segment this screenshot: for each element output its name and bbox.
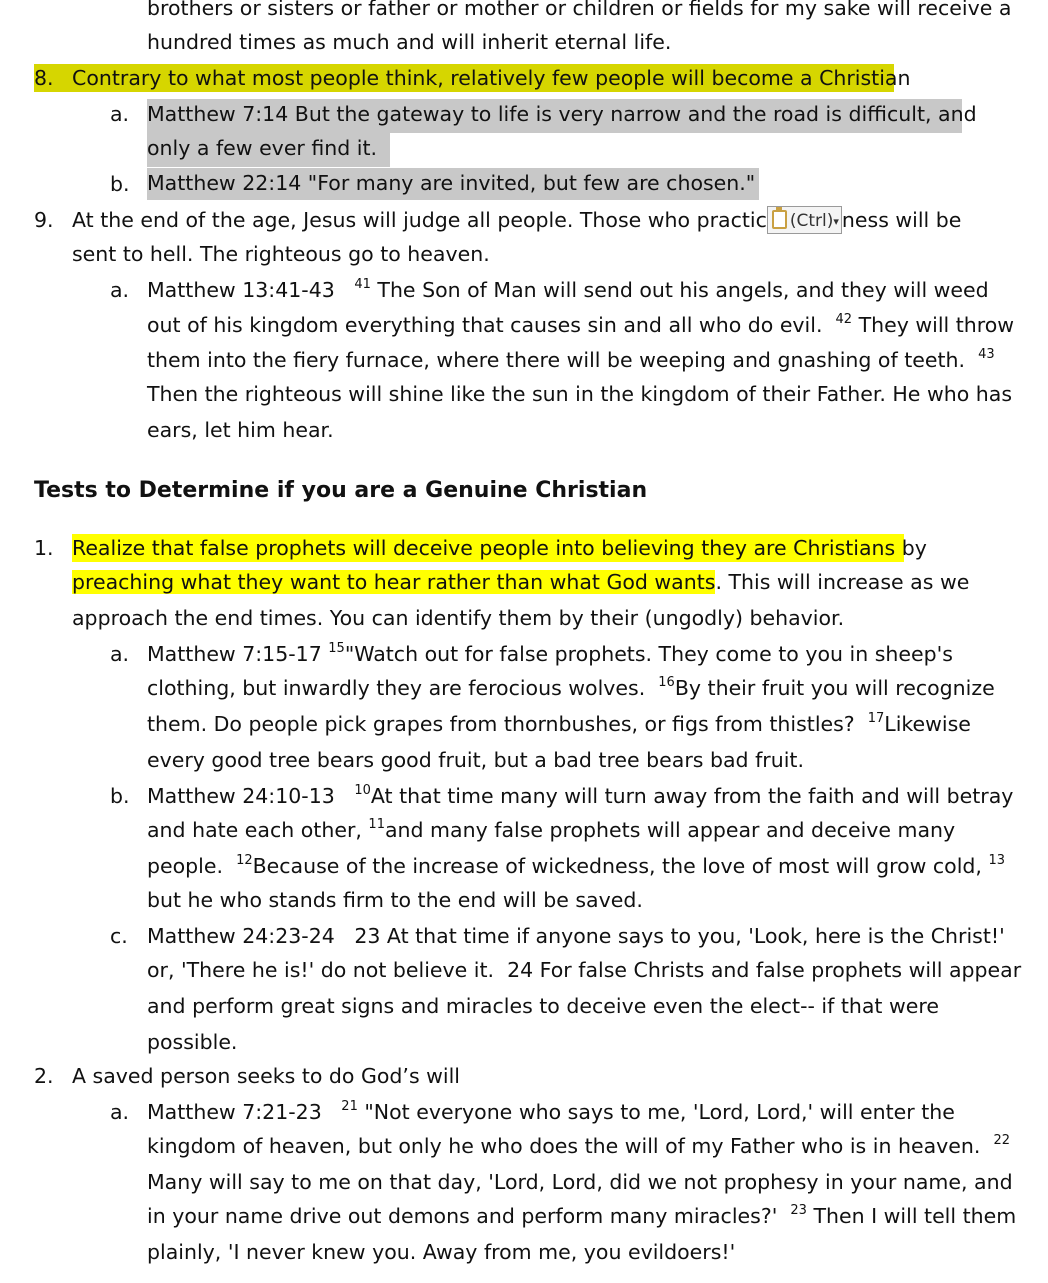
verse-number: 13 <box>988 853 1006 868</box>
test-1a-line-2 <box>147 674 995 702</box>
verse-number: 16 <box>658 675 675 690</box>
test-1b-line-1 <box>147 782 1013 810</box>
test-2a-line-1 <box>147 1098 955 1126</box>
item-9a-line-2 <box>147 311 1014 339</box>
verse-text: Likewise <box>884 712 971 736</box>
item-8-text: Contrary to what most people think, relatively few people will become a Christian <box>72 66 911 90</box>
verse-ref: Matthew 13:41-43 <box>147 278 335 302</box>
paste-options-label: (Ctrl) <box>789 211 834 231</box>
test-1-number: 1. <box>34 536 54 560</box>
test-2-text: A saved person seeks to do God’s will <box>72 1064 460 1088</box>
test-1b-line-2 <box>147 816 955 844</box>
verse-text: Then I will tell them <box>813 1204 1017 1228</box>
test-1-line-3: approach the end times. You can identify them by their (ungodly) behavior. <box>72 606 845 630</box>
test-1a-line-1 <box>147 640 953 668</box>
test-2a-line-3: Many will say to me on that day, 'Lord, Lord, did we not prophesy in your name, and <box>147 1170 1013 1194</box>
item-8a-label: a. <box>110 102 130 126</box>
verse-text: By their fruit you will recognize <box>674 676 995 700</box>
verse-text: people. <box>147 854 224 878</box>
item-9a-line-3 <box>147 346 995 374</box>
test-1b-label: b. <box>110 784 130 808</box>
item-9a-line-5: ears, let him hear. <box>147 418 334 442</box>
paste-options-button[interactable] <box>767 206 842 234</box>
test-2a-line-2 <box>147 1132 1010 1160</box>
intro-line-2: hundred times as much and will inherit eternal life. <box>147 30 672 54</box>
verse-text: "Not everyone who says to me, 'Lord, Lord,' will enter the <box>364 1100 955 1124</box>
item-9a-line-1 <box>147 276 989 304</box>
intro-line-1: brothers or sisters or father or mother or children or fields for my sake will receive a <box>147 0 1012 20</box>
verse-number: 17 <box>867 711 885 726</box>
verse-number: 22 <box>993 1133 1010 1148</box>
item-8b-line-1: Matthew 22:14 "For many are invited, but few are chosen." <box>147 168 759 200</box>
verse-text: in your name drive out demons and perform many miracles?' <box>147 1204 778 1228</box>
verse-ref: Matthew 7:15-17 <box>147 642 322 666</box>
test-1b-line-4: but he who stands firm to the end will be saved. <box>147 888 643 912</box>
item-9-line-2: sent to hell. The righteous go to heaven. <box>72 242 490 266</box>
item-9a-label: a. <box>110 278 130 302</box>
highlighted-text: preaching what they want to hear rather than what God wants <box>72 570 716 594</box>
paste-icon <box>772 210 787 229</box>
test-2a-label: a. <box>110 1100 130 1124</box>
item-9-line-1-start: At the end of the age, Jesus will judge all people. Those who practic <box>72 208 767 232</box>
verse-number: 11 <box>368 817 385 832</box>
verse-text: Because of the increase of wickedness, the love of most will grow cold, <box>252 854 982 878</box>
verse-ref: Matthew 7:21-23 <box>147 1100 322 1124</box>
item-8-number: 8. <box>34 64 72 92</box>
verse-text: clothing, but inwardly they are ferocious wolves. <box>147 676 646 700</box>
item-9-line-1-end: ness will be <box>841 208 962 232</box>
test-2-number: 2. <box>34 1064 54 1088</box>
test-1a-line-4: every good tree bears good fruit, but a bad tree bears bad fruit. <box>147 748 804 772</box>
test-1c-line-1: Matthew 24:23-24 23 At that time if anyone says to you, 'Look, here is the Christ!' <box>147 924 1005 948</box>
chevron-down-icon: ▾ <box>833 215 839 228</box>
verse-text: "Watch out for false prophets. They come to you in sheep's <box>344 642 953 666</box>
verse-ref: Matthew 24:10-13 <box>147 784 335 808</box>
test-2a-line-5: plainly, 'I never knew you. Away from me, you evildoers!' <box>147 1240 736 1264</box>
verse-number: 15 <box>328 641 345 656</box>
verse-text: The Son of Man will send out his angels, and they will weed <box>377 278 989 302</box>
verse-number: 42 <box>835 312 853 327</box>
body-text: . This will increase as we <box>715 570 970 594</box>
test-1c-line-2: or, 'There he is!' do not believe it. 24 For false Christs and false prophets will appear <box>147 958 1022 982</box>
test-1c-label: c. <box>110 924 128 948</box>
section-heading: Tests to Determine if you are a Genuine Christian <box>34 478 648 503</box>
verse-number: 23 <box>790 1203 807 1218</box>
test-2a-line-4 <box>147 1202 1016 1230</box>
item-9a-line-4: Then the righteous will shine like the sun in the kingdom of their Father. He who has <box>147 382 1012 406</box>
verse-text: them. Do people pick grapes from thornbushes, or figs from thistles? <box>147 712 855 736</box>
test-1-line-2 <box>72 568 969 596</box>
item-8a-line-2: only a few ever find it. <box>147 133 390 167</box>
verse-text: and many false prophets will appear and deceive many <box>384 818 956 842</box>
verse-text: them into the fiery furnace, where there will be weeping and gnashing of teeth. <box>147 348 966 372</box>
item-9-number: 9. <box>34 208 54 232</box>
verse-text: out of his kingdom everything that causes sin and all who do evil. <box>147 313 823 337</box>
test-1a-label: a. <box>110 642 130 666</box>
item-9-line-1 <box>72 206 961 234</box>
verse-number: 21 <box>341 1099 358 1114</box>
test-1b-line-3 <box>147 852 1005 880</box>
verse-number: 12 <box>236 853 253 868</box>
verse-number: 43 <box>978 347 995 362</box>
test-1a-line-3 <box>147 710 971 738</box>
verse-number: 10 <box>354 783 371 798</box>
item-8a-line-1: Matthew 7:14 But the gateway to life is very narrow and the road is difficult, and <box>147 99 962 133</box>
item-8b-label: b. <box>110 172 130 196</box>
verse-text: They will throw <box>858 313 1015 337</box>
verse-number: 41 <box>354 277 371 292</box>
test-1c-line-4: possible. <box>147 1030 238 1054</box>
test-1c-line-3: and perform great signs and miracles to deceive even the elect-- if that were <box>147 994 939 1018</box>
verse-text: kingdom of heaven, but only he who does the will of my Father who is in heaven. <box>147 1134 981 1158</box>
test-1-line-1: Realize that false prophets will deceive people into believing they are Christians by <box>72 536 927 560</box>
verse-text: and hate each other, <box>147 818 362 842</box>
verse-text: At that time many will turn away from the faith and will betray <box>370 784 1014 808</box>
